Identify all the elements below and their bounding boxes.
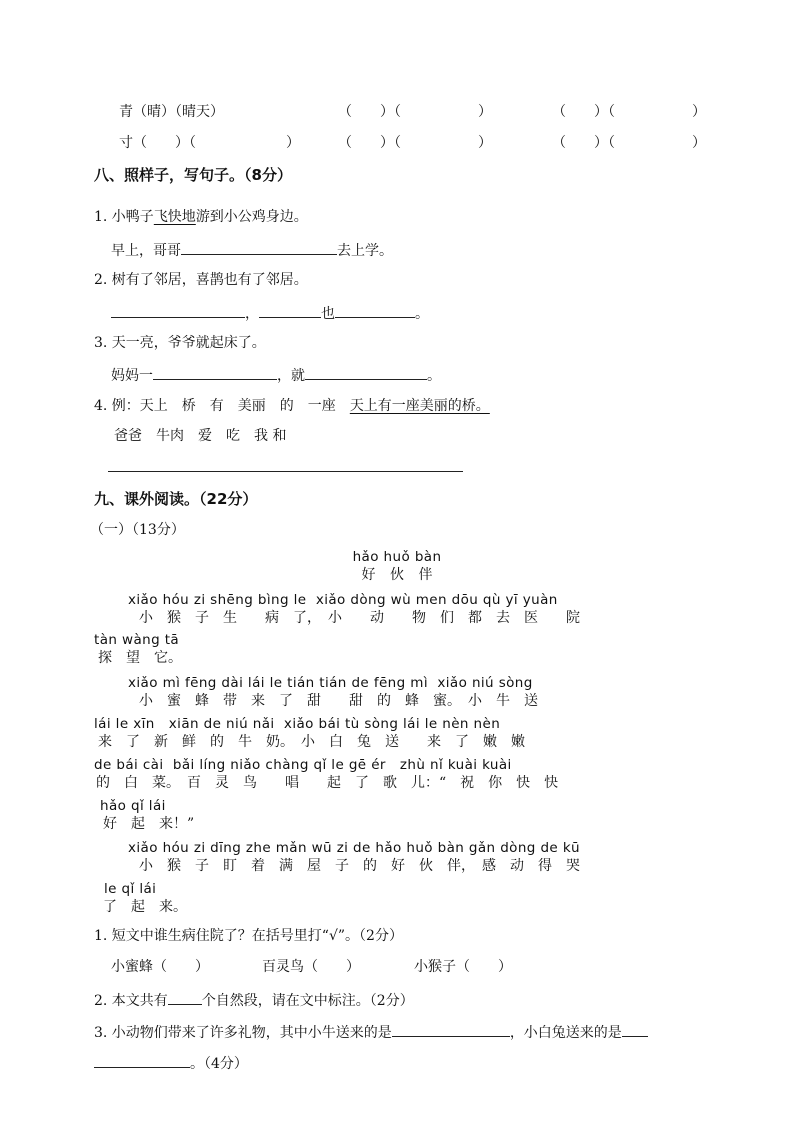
story-line-3-pinyin: xiǎo mì fēng dài lái le tián tián de fēng mì xiǎo niú sòng	[128, 675, 533, 691]
story-title-pinyin: hǎo huǒ bàn	[352, 549, 442, 565]
s8-q2-answer: ， 也 。	[111, 303, 429, 323]
s9-q3-blank-1[interactable]	[392, 1022, 510, 1037]
s9-q1-opt-lark[interactable]: 百灵鸟（ ）	[262, 959, 360, 975]
word-row-2-paren-2-end: ）	[692, 135, 706, 151]
s8-q2: 2. 树有了邻居，喜鹊也有了邻居。	[94, 272, 308, 288]
story-line-7: 小 猴 子 盯 着 满 屋 子 的 好 伙 伴， 感 动 得 哭	[139, 858, 580, 874]
s9-q1-opt-bee[interactable]: 小蜜蜂（ ）	[111, 959, 209, 975]
word-row-2-paren-1-end: ）	[478, 135, 492, 151]
word-row-1-first: 青（晴）（晴天）	[119, 104, 224, 120]
s8-q4-answer-line[interactable]	[108, 471, 463, 472]
story-line-5-pinyin: de bái cài bǎi líng niǎo chàng qǐ le gē ér zhù nǐ kuài kuài	[94, 757, 512, 773]
story-line-8-pinyin: le qǐ lái	[104, 881, 157, 897]
story-line-4: 来 了 新 鲜 的 牛 奶。 小 白 兔 送 来 了 嫩 嫩	[98, 734, 525, 750]
word-row-1-paren-1[interactable]: （ ）（	[338, 104, 401, 120]
s8-q2-blank-1[interactable]	[111, 303, 245, 318]
word-row-1-paren-1-end: ）	[478, 104, 492, 120]
story-line-4-pinyin: lái le xīn xiān de niú nǎi xiǎo bái tù sòng lái le nèn nèn	[94, 716, 501, 732]
s8-q4: 4. 例：天上 桥 有 美丽 的 一座 天上有一座美丽的桥。	[94, 398, 490, 414]
story-line-3: 小 蜜 蜂 带 来 了 甜 甜 的 蜂 蜜。 小 牛 送	[139, 693, 538, 709]
section-9-title: 九、课外阅读。（22分）	[94, 490, 258, 508]
story-line-1: 小 猴 子 生 病 了， 小 动 物 们 都 去 医 院	[139, 610, 580, 626]
story-title: 好 伙 伴	[361, 567, 433, 583]
s8-q1-blank[interactable]	[181, 240, 337, 255]
s8-q3: 3. 天一亮，爷爷就起床了。	[94, 335, 266, 351]
s8-q3-blank-2[interactable]	[305, 365, 427, 380]
s9-q1-opt-monkey[interactable]: 小猴子（ ）	[414, 959, 512, 975]
s9-q3: 3. 小动物们带来了许多礼物，其中小牛送来的是 ，小白兔送来的是	[94, 1022, 648, 1042]
section-8-title: 八、照样子，写句子。（8分）	[94, 166, 292, 184]
s8-q3-answer: 妈妈一 ，就 。	[111, 365, 441, 385]
word-row-2-first[interactable]: 寸（ ）（	[119, 135, 196, 151]
word-row-2-paren-1[interactable]: （ ）（	[338, 135, 401, 151]
s8-q1-underlined: 飞快地	[153, 209, 196, 225]
s9-q1: 1. 短文中谁生病住院了？在括号里打“√”。（2分）	[94, 928, 403, 944]
s8-q2-blank-3[interactable]	[335, 303, 415, 318]
story-line-1-pinyin: xiǎo hóu zi shēng bìng le xiǎo dòng wù men dōu qù yī yuàn	[128, 592, 558, 608]
word-row-1-paren-2-end: ）	[692, 104, 706, 120]
word-row-2-paren-2[interactable]: （ ）（	[552, 135, 615, 151]
s9-q2: 2. 本文共有 个自然段，请在文中标注。（2分）	[94, 990, 414, 1010]
story-line-6-pinyin: hǎo qǐ lái	[100, 798, 166, 814]
s8-q4-example: 天上有一座美丽的桥。	[349, 398, 490, 414]
word-row-1-paren-2[interactable]: （ ）（	[552, 104, 615, 120]
s8-q4-words: 爸爸 牛肉 爱 吃 我 和	[114, 428, 287, 444]
story-line-5: 的 白 菜。 百 灵 鸟 唱 起 了 歌 儿：“ 祝 你 快 快	[96, 775, 559, 791]
s9-q3-cont: 。（4分）	[94, 1053, 248, 1073]
s9-q3-blank-2b[interactable]	[94, 1053, 190, 1068]
story-line-2: 探 望 它。	[98, 650, 182, 666]
story-line-8: 了 起 来。	[103, 899, 187, 915]
s9-q3-blank-2a[interactable]	[622, 1022, 648, 1037]
s9-part-1: （一）（13分）	[90, 522, 185, 538]
story-line-6: 好 起 来！”	[103, 816, 195, 832]
s9-q2-blank[interactable]	[168, 990, 202, 1005]
s8-q2-blank-2[interactable]	[259, 303, 321, 318]
s8-q1: 1. 小鸭子飞快地游到小公鸡身边。	[94, 209, 308, 225]
word-row-2-first-end: ）	[286, 135, 300, 151]
story-line-2-pinyin: tàn wàng tā	[94, 632, 180, 648]
s8-q1-answer: 早上，哥哥 去上学。	[111, 240, 393, 260]
story-line-7-pinyin: xiǎo hóu zi dīng zhe mǎn wū zi de hǎo huǒ bàn gǎn dòng de kū	[128, 840, 580, 856]
s8-q3-blank-1[interactable]	[153, 365, 277, 380]
